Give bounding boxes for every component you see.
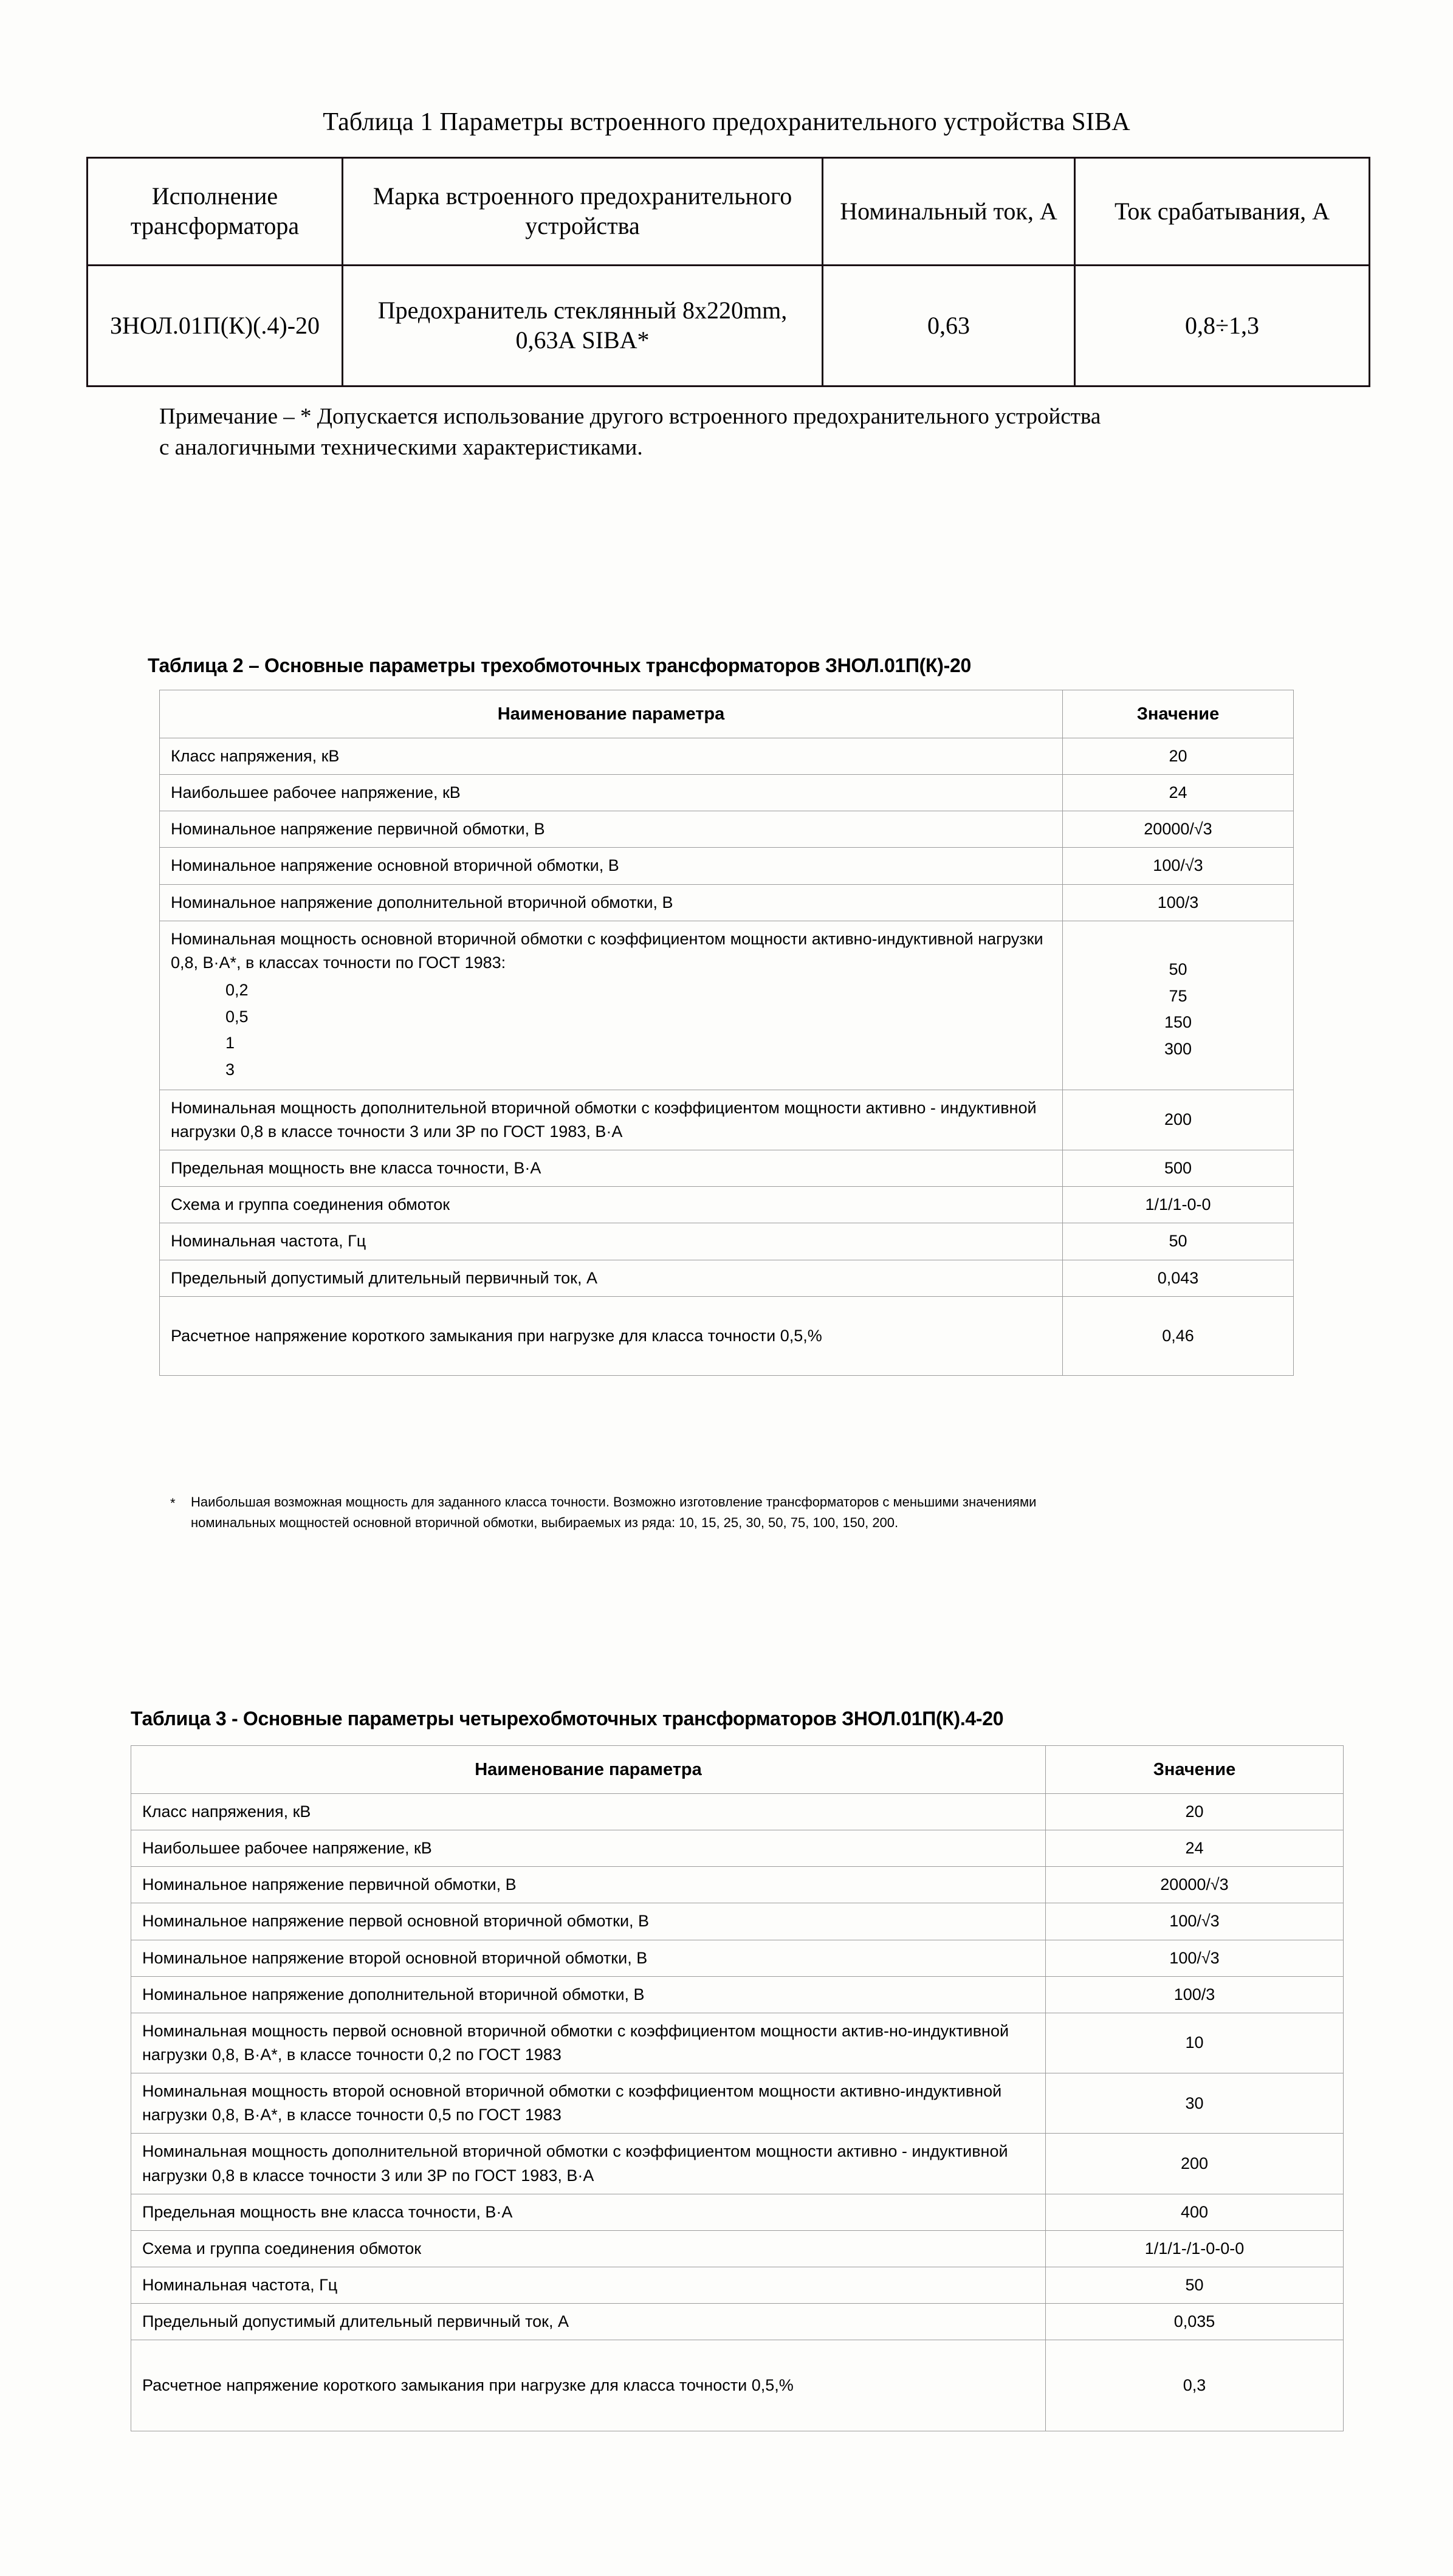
table3-param-5: Номинальное напряжение дополнительной вторичной обмотки, В [131, 1976, 1046, 2013]
table3-param-12: Предельный допустимый длительный первичный ток, А [131, 2304, 1046, 2340]
table-row [160, 1296, 1294, 1375]
table-row [131, 1940, 1344, 1976]
table-row [131, 1794, 1344, 1830]
table2-param-3: Номинальное напряжение основной вторичной обмотки, В [160, 848, 1063, 884]
table1-row [88, 266, 1370, 386]
table3-param-6: Номинальная мощность первой основной вторичной обмотки с коэффициентом мощности актив-но-индуктивной нагрузки 0,8, В·А*, в классе точности 0,2 по ГОСТ 1983 [131, 2013, 1046, 2073]
table3-value-6: 10 [1046, 2013, 1344, 2073]
table-row [131, 2073, 1344, 2134]
table2-value-6: 200 [1063, 1090, 1294, 1150]
table3-param-4: Номинальное напряжение второй основной вторичной обмотки, В [131, 1940, 1046, 1976]
footnote-line-2: номинальных мощностей основной вторичной обмотки, выбираемых из ряда: 10, 15, 25, 30, 50, 75, 100, 150, 200. [191, 1515, 899, 1531]
table3-value-11: 50 [1046, 2267, 1344, 2303]
table3-header-cell-param: Наименование параметра [131, 1746, 1046, 1794]
table3-param-2: Номинальное напряжение первичной обмотки, В [131, 1867, 1046, 1903]
table2-value-11: 0,46 [1063, 1296, 1294, 1375]
table3-value-1: 24 [1046, 1830, 1344, 1867]
table2-value-7: 500 [1063, 1150, 1294, 1187]
table3-param-1: Наибольшее рабочее напряжение, кВ [131, 1830, 1046, 1867]
table1-cell-trip-current: 0,8÷1,3 [1075, 266, 1370, 386]
table2-param-1: Наибольшее рабочее напряжение, кВ [160, 775, 1063, 811]
table1-header-row [88, 158, 1370, 266]
table3-param-9: Предельная мощность вне класса точности, В·А [131, 2194, 1046, 2230]
table-row [131, 2194, 1344, 2230]
table-row [160, 811, 1294, 848]
table2-value-9: 50 [1063, 1223, 1294, 1260]
table1-header-cell-rated-current: Номинальный ток, А [823, 158, 1075, 266]
table-row [131, 2340, 1344, 2431]
table1-header-cell-execution: Исполнение трансформатора [88, 158, 343, 266]
table3-param-3: Номинальное напряжение первой основной вторичной обмотки, В [131, 1903, 1046, 1940]
table2-value-5 [1063, 921, 1294, 1090]
table-row-accuracy-classes [160, 921, 1294, 1090]
table3-container [131, 1745, 1343, 2431]
table-row [160, 1187, 1294, 1223]
table3-value-7: 30 [1046, 2073, 1344, 2134]
table3-header-row [131, 1746, 1344, 1794]
table3-param-8: Номинальная мощность дополнительной вторичной обмотки с коэффициентом мощности активно - индуктивной нагрузки 0,8 в классе точности 3 или 3Р по ГОСТ 1983, В·А [131, 2134, 1046, 2194]
table-row [131, 1903, 1344, 1940]
table-row [160, 738, 1294, 775]
table-row [131, 2134, 1344, 2194]
table2-value-1: 24 [1063, 775, 1294, 811]
table2-value-4: 100/3 [1063, 884, 1294, 921]
table2-param-11: Расчетное напряжение короткого замыкания при нагрузке для класса точности 0,5,% [160, 1296, 1063, 1375]
table-row [160, 1090, 1294, 1150]
accuracy-class: 1 [225, 1034, 235, 1053]
table2-accuracy-value-list [1067, 948, 1290, 1063]
table2-header-cell-param: Наименование параметра [160, 690, 1063, 738]
accuracy-class: 3 [225, 1060, 235, 1079]
table3-param-11: Номинальная частота, Гц [131, 2267, 1046, 2303]
table3-param-0: Класс напряжения, кВ [131, 1794, 1046, 1830]
table1-note: Примечание – * Допускается использование другого встроенного предохранительного устройства с аналогичными техническими характеристиками. [159, 404, 1101, 461]
table3-value-4: 100/√3 [1046, 1940, 1344, 1976]
table1 [86, 157, 1370, 387]
table-row [160, 1150, 1294, 1187]
table2-value-2: 20000/√3 [1063, 811, 1294, 848]
table-row [131, 1830, 1344, 1867]
table2-param-8: Схема и группа соединения обмоток [160, 1187, 1063, 1223]
accuracy-value: 50 [1169, 960, 1187, 978]
table2-param-10: Предельный допустимый длительный первичный ток, А [160, 1260, 1063, 1296]
table2 [159, 690, 1294, 1376]
table-row [131, 1867, 1344, 1903]
table3-value-12: 0,035 [1046, 2304, 1344, 2340]
accuracy-value: 75 [1169, 986, 1187, 1005]
table3-value-10: 1/1/1-/1-0-0-0 [1046, 2230, 1344, 2267]
accuracy-value: 300 [1164, 1040, 1192, 1059]
table-row [160, 775, 1294, 811]
table3-param-13: Расчетное напряжение короткого замыкания при нагрузке для класса точности 0,5,% [131, 2340, 1046, 2431]
table2-value-0: 20 [1063, 738, 1294, 775]
table2-param-9: Номинальная частота, Гц [160, 1223, 1063, 1260]
footnote-marker: * [170, 1496, 176, 1511]
table-row [131, 2267, 1344, 2303]
table-row [131, 2304, 1344, 2340]
table2-value-3: 100/√3 [1063, 848, 1294, 884]
table-row [160, 884, 1294, 921]
table2-header-cell-value: Значение [1063, 690, 1294, 738]
accuracy-class: 0,2 [225, 980, 249, 999]
table2-value-8: 1/1/1-0-0 [1063, 1187, 1294, 1223]
table-row [160, 848, 1294, 884]
table3-value-5: 100/3 [1046, 1976, 1344, 2013]
table1-header-cell-trip-current: Ток срабатывания, А [1075, 158, 1370, 266]
table3-value-2: 20000/√3 [1046, 1867, 1344, 1903]
table3-value-9: 400 [1046, 2194, 1344, 2230]
table2-param-2: Номинальное напряжение первичной обмотки, В [160, 811, 1063, 848]
table2-param-0: Класс напряжения, кВ [160, 738, 1063, 775]
table1-title: Таблица 1 Параметры встроенного предохранительного устройства SIBA [323, 108, 1130, 136]
table-row [160, 1260, 1294, 1296]
table-row [160, 1223, 1294, 1260]
table3-param-10: Схема и группа соединения обмоток [131, 2230, 1046, 2267]
table3-value-0: 20 [1046, 1794, 1344, 1830]
table1-container [86, 157, 1369, 387]
table3-value-8: 200 [1046, 2134, 1344, 2194]
table-row [131, 2013, 1344, 2073]
table2-container [159, 690, 1293, 1376]
table3-value-3: 100/√3 [1046, 1903, 1344, 1940]
accuracy-class: 0,5 [225, 1007, 249, 1026]
table-row [131, 2230, 1344, 2267]
table3-header-cell-value: Значение [1046, 1746, 1344, 1794]
footnote-line-1: Наибольшая возможная мощность для заданного класса точности. Возможно изготовление трансформаторов с меньшими значениями [191, 1494, 1037, 1510]
table3 [131, 1745, 1344, 2431]
table2-param-4: Номинальное напряжение дополнительной вторичной обмотки, В [160, 884, 1063, 921]
table2-header-row [160, 690, 1294, 738]
table2-accuracy-class-list [225, 977, 1054, 1084]
table1-cell-execution: ЗНОЛ.01П(К)(.4)-20 [88, 266, 343, 386]
table2-param-5-text: Номинальная мощность основной вторичной обмотки с коэффициентом мощности активно-индуктивной нагрузки 0,8, В·А*, в классах точности по ГОСТ 1983: [171, 929, 1043, 972]
table2-param-7: Предельная мощность вне класса точности, В·А [160, 1150, 1063, 1187]
table-row [131, 1976, 1344, 2013]
table3-value-13: 0,3 [1046, 2340, 1344, 2431]
table2-param-6: Номинальная мощность дополнительной вторичной обмотки с коэффициентом мощности активно - индуктивной нагрузки 0,8 в классе точности 3 или 3Р по ГОСТ 1983, В·А [160, 1090, 1063, 1150]
table2-footnote [170, 1492, 1300, 1533]
table1-cell-brand: Предохранитель стеклянный 8х220mm, 0,63А SIBA* [343, 266, 823, 386]
table1-header-cell-brand: Марка встроенного предохранительного устройства [343, 158, 823, 266]
accuracy-value: 150 [1164, 1013, 1192, 1032]
table3-title: Таблица 3 - Основные параметры четырехобмоточных трансформаторов ЗНОЛ.01П(К).4-20 [131, 1708, 1004, 1729]
table2-value-10: 0,043 [1063, 1260, 1294, 1296]
table2-title: Таблица 2 – Основные параметры трехобмоточных трансформаторов ЗНОЛ.01П(К)-20 [148, 654, 971, 676]
table3-param-7: Номинальная мощность второй основной вторичной обмотки с коэффициентом мощности активно-индуктивной нагрузки 0,8, В·А*, в классе точности 0,5 по ГОСТ 1983 [131, 2073, 1046, 2134]
table1-cell-rated-current: 0,63 [823, 266, 1075, 386]
table2-param-5 [160, 921, 1063, 1090]
